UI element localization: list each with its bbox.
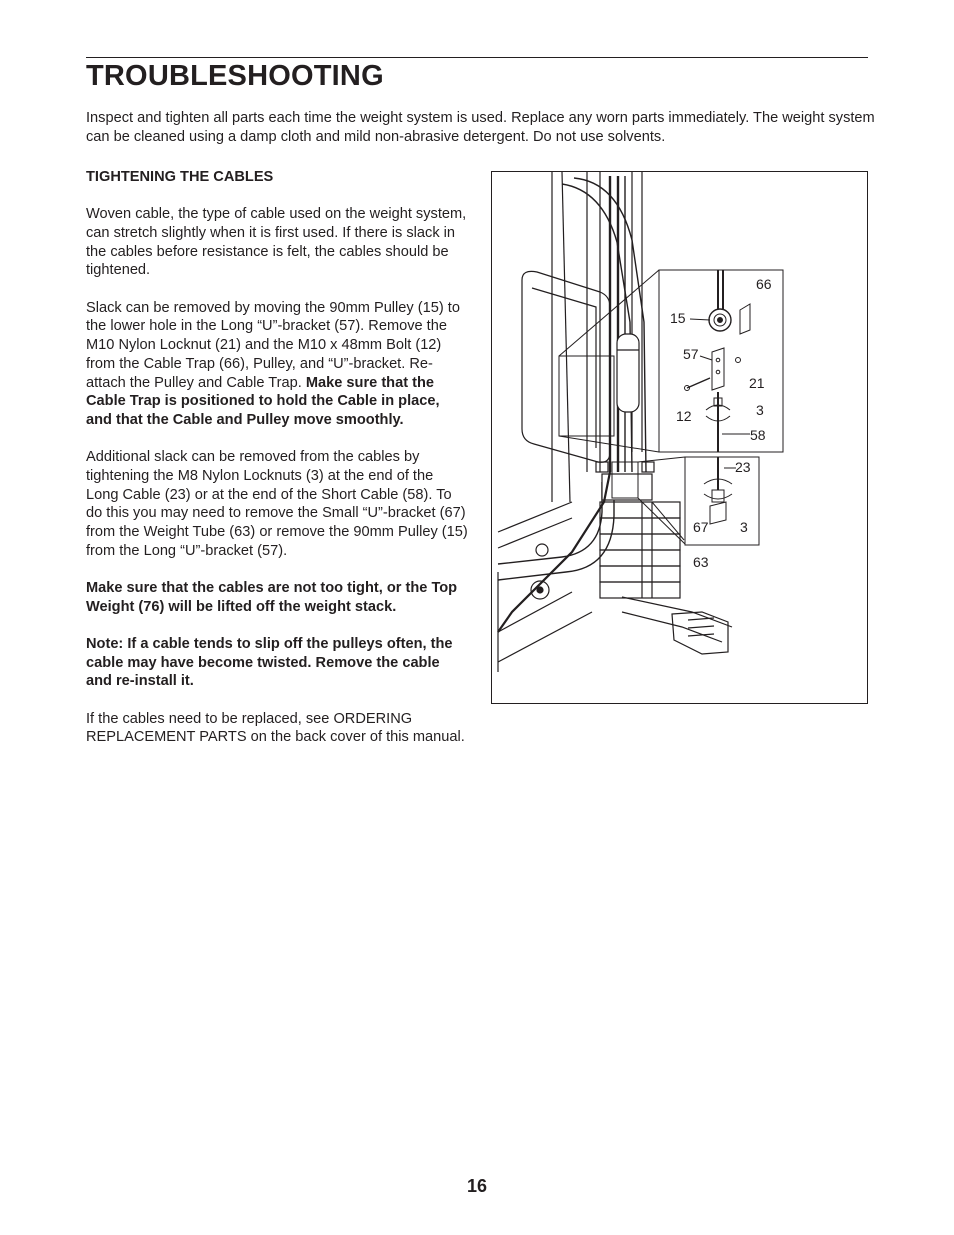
tight-warning-text: Make sure that the cables are not too tight, or the Top Weight (76) will be lifted off the weight stack. bbox=[86, 580, 458, 615]
cable-run bbox=[498, 472, 610, 632]
intro-paragraph: Inspect and tighten all parts each time the weight system is used. Replace any worn parts immediately. The weight system can be cleaned using a damp cloth and mild non-abrasive detergent. Do not use solvents. bbox=[86, 110, 875, 145]
page-number: 16 bbox=[466, 1176, 488, 1196]
page-title: TROUBLESHOOTING bbox=[86, 60, 384, 92]
callout-57: 57 bbox=[683, 346, 699, 362]
section-heading: TIGHTENING THE CABLES bbox=[86, 169, 274, 185]
callout-15: 15 bbox=[670, 310, 686, 326]
paragraph-twisted-note bbox=[86, 635, 468, 691]
callout-3-lower: 3 bbox=[740, 519, 748, 535]
callout-23: 23 bbox=[735, 459, 751, 475]
header-rule bbox=[86, 57, 868, 58]
callout-21: 21 bbox=[749, 375, 765, 391]
callout-58: 58 bbox=[750, 427, 766, 443]
cable-diagram-figure bbox=[491, 171, 868, 704]
paragraph-locknuts: Additional slack can be removed from the cables by tightening the M8 Nylon Locknuts (3) at the end of the Long Cable (23) or at the end of the Short Cable (58). To do this you may need to remove the Small “U”-bracket (67) from the Weight Tube (63) or remove the 90mm Pulley (15) from the Long “U”-bracket (57). bbox=[86, 449, 468, 559]
inset-pulley-detail bbox=[659, 270, 783, 452]
callout-63: 63 bbox=[693, 554, 709, 570]
callout-3-upper: 3 bbox=[756, 402, 764, 418]
callout-66: 66 bbox=[756, 276, 772, 292]
callout-67: 67 bbox=[693, 519, 709, 535]
pulley-move-warning: Make sure that the Cable Trap is positioned to hold the Cable in place, and that the Cable and Pulley move smoothly. bbox=[86, 374, 440, 428]
weight-system-illustration bbox=[492, 172, 868, 704]
pulley-move-text: Slack can be removed by moving the 90mm Pulley (15) to the lower hole in the Long “U”-bracket (57). Remove the M10 Nylon Locknut (21) and the M10 x 48mm Bolt (12) from the Cable Trap (66), Pulley, and “U”-bracket. Re-attach the Pulley and Cable Trap. bbox=[86, 299, 460, 391]
paragraph-pulley-move bbox=[86, 299, 468, 430]
paragraph-cable-stretch: Woven cable, the type of cable used on the weight system, can stretch slightly when it is first used. If there is slack in the cables before resistance is felt, the cables should be tightened. bbox=[86, 206, 467, 279]
text-column bbox=[86, 168, 468, 766]
twisted-note-text: Note: If a cable tends to slip off the pulleys often, the cable may have become twisted. Remove the cable and re-install it. bbox=[86, 636, 453, 690]
callout-12: 12 bbox=[676, 408, 692, 424]
paragraph-tight-warning bbox=[86, 579, 468, 616]
paragraph-replacement: If the cables need to be replaced, see ORDERING REPLACEMENT PARTS on the back cover of this manual. bbox=[86, 710, 465, 746]
